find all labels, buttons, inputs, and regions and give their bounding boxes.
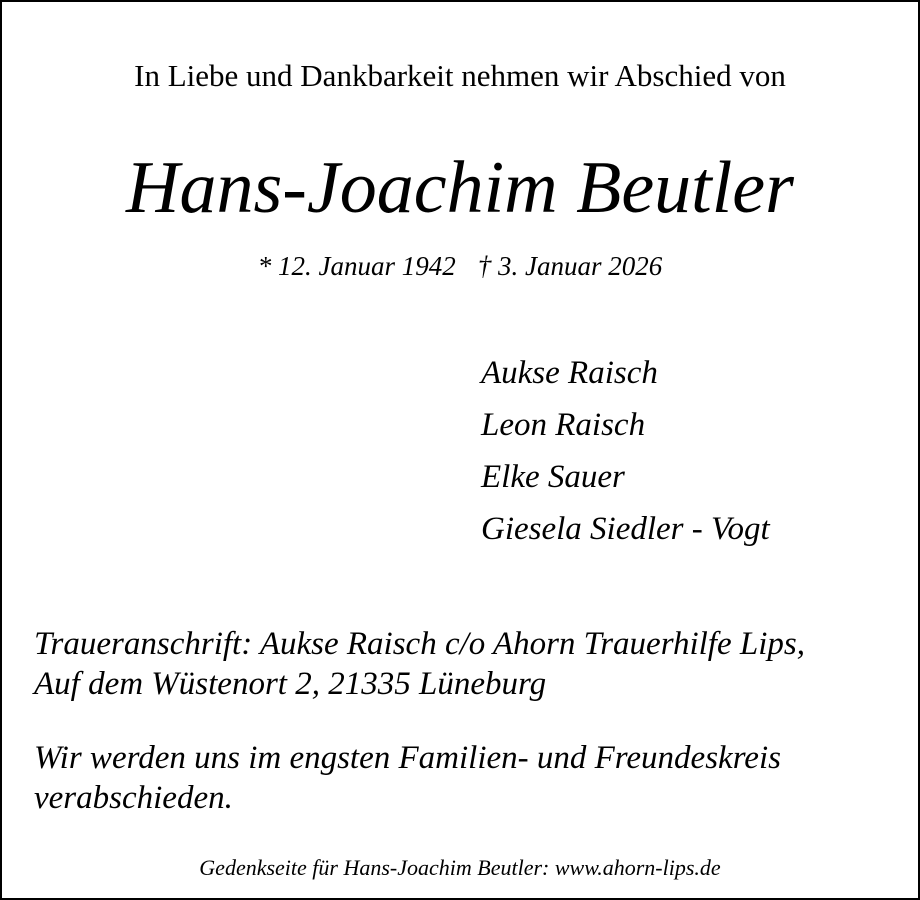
mourner-name: Elke Sauer — [481, 459, 625, 495]
life-dates — [0, 248, 920, 284]
mourner-name: Leon Raisch — [481, 407, 646, 443]
mourners-list — [481, 347, 770, 555]
birth-date: * 12. Januar 1942 — [257, 251, 456, 281]
address-line: Traueranschrift: Aukse Raisch c/o Ahorn Trauerhilfe Lips, — [34, 626, 805, 662]
mourner-name: Aukse Raisch — [481, 355, 658, 391]
mourning-address — [34, 624, 805, 704]
death-date: † 3. Januar 2026 — [477, 251, 663, 281]
memorial-page-line: Gedenkseite für Hans-Joachim Beutler: www.ahorn-lips.de — [199, 855, 721, 880]
intro-line: In Liebe und Dankbarkeit nehmen wir Abschied von — [134, 58, 786, 93]
mourner-name: Giesela Siedler - Vogt — [481, 511, 770, 547]
farewell-line: verabschieden. — [34, 780, 233, 816]
deceased-name: Hans-Joachim Beutler — [126, 147, 794, 229]
address-line: Auf dem Wüstenort 2, 21335 Lüneburg — [34, 666, 547, 702]
farewell-note — [34, 738, 781, 818]
farewell-line: Wir werden uns im engsten Familien- und Freundeskreis — [34, 740, 781, 776]
